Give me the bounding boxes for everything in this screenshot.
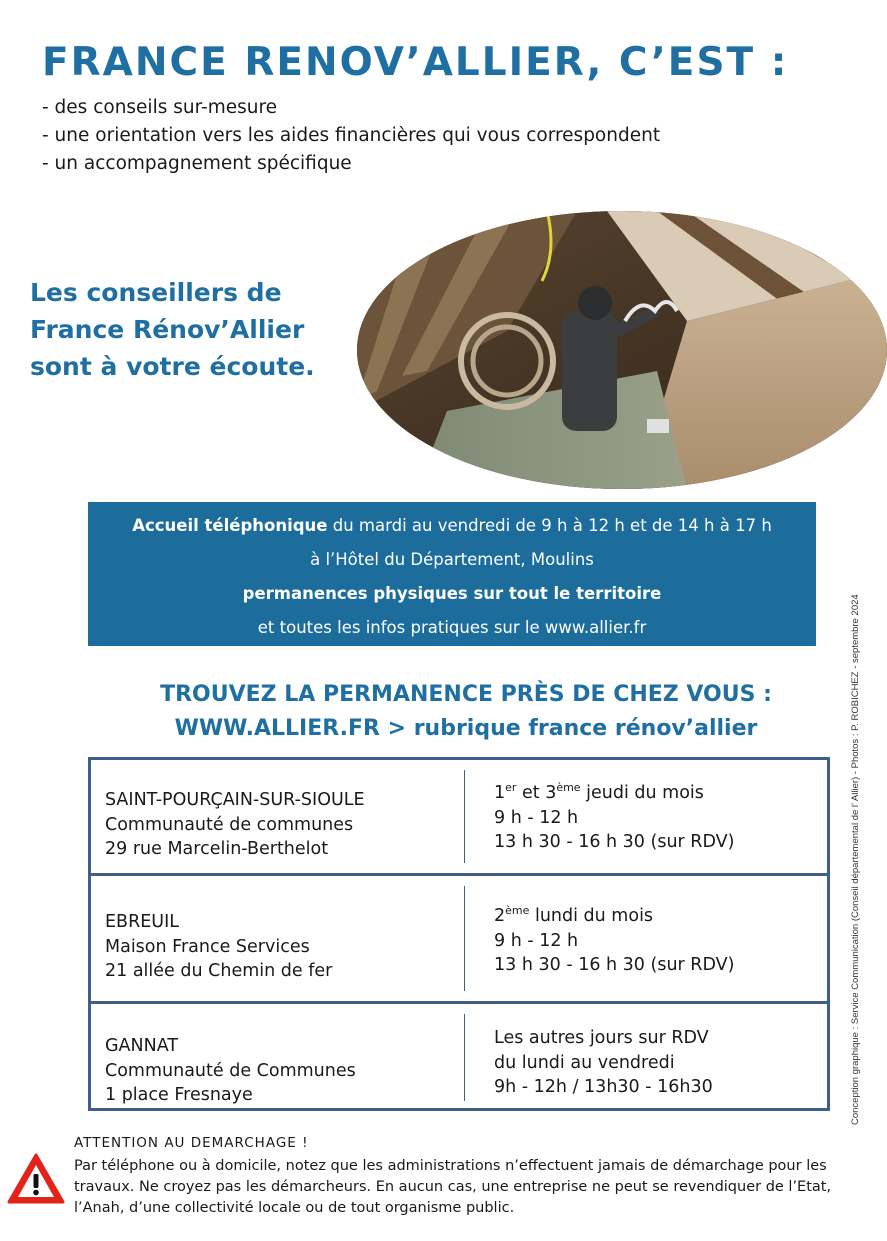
schedule-days	[494, 904, 734, 929]
benefit-item: - des conseils sur-mesure	[42, 97, 278, 118]
morning-hours: 9 h - 12 h	[494, 930, 579, 951]
warning-title: ATTENTION AU DEMARCHAGE !	[74, 1135, 309, 1151]
location-org: Communauté de Communes	[105, 1060, 356, 1081]
column-divider	[464, 770, 465, 863]
table-row	[91, 1001, 827, 1111]
find-permanence-heading	[88, 678, 844, 746]
find-website-link[interactable]: WWW.ALLIER.FR > rubrique france rénov’allier	[174, 716, 758, 741]
appointment-days: du lundi au vendredi	[494, 1052, 675, 1073]
permanences-text: permanences physiques sur tout le territoire	[242, 584, 662, 603]
table-row	[91, 760, 827, 873]
phone-hours-label: Accueil téléphonique	[132, 516, 328, 535]
page-title: FRANCE RENOV’ALLIER, C’EST :	[42, 40, 789, 85]
phone-hours-text: du mardi au vendredi de 9 h à 12 h et de 14 h à 17 h	[327, 516, 772, 535]
afternoon-hours: 13 h 30 - 16 h 30 (sur RDV)	[494, 832, 735, 852]
warning-text: Par téléphone ou à domicile, notez que les administrations n’effectuent jamais de démarchage pour les travaux. Ne croyez pas les démarcheurs. En aucun cas, une entreprise ne peut se revendiquer de l’Etat, l’Anah, d’une collectivité locale ou de tout organisme public.	[74, 1158, 832, 1216]
find-heading-line: TROUVEZ LA PERMANENCE PRÈS DE CHEZ VOUS :	[160, 682, 772, 707]
credits-text: Conception graphique : Service Communication (Conseil départemental de l’ Allier) - Photos : P. ROBICHEZ - septembre 2024	[850, 594, 861, 1125]
location-org: Maison France Services	[105, 936, 310, 957]
location-cell	[105, 910, 332, 984]
morning-hours: 9 h - 12 h	[494, 807, 579, 828]
location-org: Communauté de communes	[105, 814, 354, 835]
website-line: et toutes les infos pratiques sur le www.allier.fr	[257, 618, 647, 637]
location-cell	[105, 788, 365, 862]
tagline-line: Les conseillers de	[30, 278, 282, 307]
appointment-hours: 9h - 12h / 13h30 - 16h30	[494, 1077, 713, 1097]
phone-hours-line	[88, 509, 816, 543]
location-name: SAINT-POURÇAIN-SUR-SIOULE	[105, 790, 365, 810]
tagline-line: France Rénov’Allier	[30, 315, 305, 344]
day-text: lundi du mois	[529, 906, 654, 926]
location-address: 1 place Fresnaye	[105, 1085, 253, 1105]
tagline-line: sont à votre écoute.	[30, 352, 315, 381]
day-suffix: ème	[505, 904, 530, 917]
permanence-schedule-table	[88, 757, 830, 1111]
benefit-item: - un accompagnement spécifique	[42, 153, 352, 174]
benefit-item: - une orientation vers les aides financières qui vous correspondent	[42, 125, 661, 146]
day-number: 1	[494, 783, 506, 803]
hours-cell	[494, 904, 734, 978]
office-location-line: à l’Hôtel du Département, Moulins	[310, 550, 594, 569]
day-suffix: er	[505, 781, 517, 794]
contact-banner	[88, 502, 816, 646]
hours-cell	[494, 781, 734, 855]
location-name: EBREUIL	[105, 912, 179, 932]
attic-insulation-photo	[357, 211, 887, 489]
benefits-list	[42, 94, 660, 178]
appointment-line: Les autres jours sur RDV	[494, 1028, 709, 1048]
warning-triangle-icon	[6, 1152, 66, 1206]
location-name: GANNAT	[105, 1036, 179, 1056]
schedule-days	[494, 781, 734, 806]
location-cell	[105, 1034, 356, 1108]
location-address: 21 allée du Chemin de fer	[105, 961, 333, 981]
column-divider	[464, 1014, 465, 1101]
column-divider	[464, 886, 465, 991]
table-row	[91, 873, 827, 1001]
day-suffix: ème	[556, 781, 581, 794]
day-number: 2	[494, 906, 506, 926]
advisors-tagline	[30, 274, 350, 385]
hours-cell	[494, 1026, 713, 1100]
afternoon-hours: 13 h 30 - 16 h 30 (sur RDV)	[494, 955, 735, 975]
photo-illustration	[357, 211, 887, 489]
location-address: 29 rue Marcelin-Berthelot	[105, 839, 329, 859]
permanences-line	[88, 577, 816, 611]
day-text: jeudi du mois	[580, 783, 704, 803]
day-number: et 3	[516, 783, 557, 803]
